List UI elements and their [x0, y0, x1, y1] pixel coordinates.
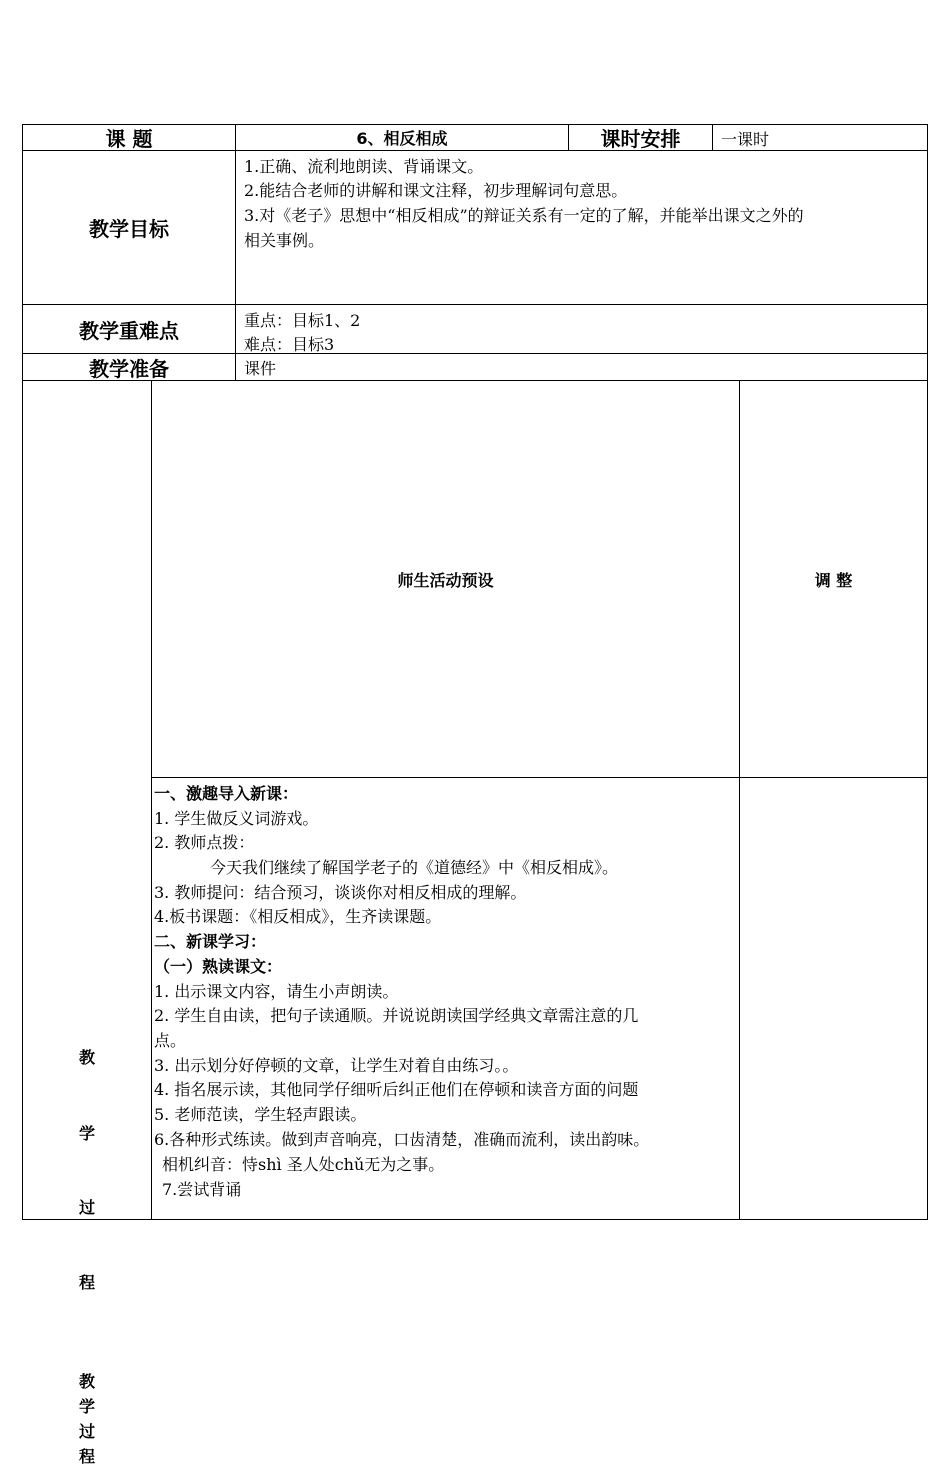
process-label-char-2: 学	[79, 1124, 96, 1143]
objective-item-3: 3.对《老子》思想中“相反相成”的辩证关系有一定的了解，并能举出课文之外的	[244, 206, 804, 225]
key-points-label: 教学重难点	[79, 318, 179, 343]
content-line: 3. 出示划分好停顿的文章，让学生对着自由练习。。	[154, 1056, 519, 1075]
section-intro-heading: 一、激趣导入新课：	[154, 784, 299, 803]
schedule-label: 课时安排	[600, 127, 681, 151]
process-label2-char-4: 程	[79, 1447, 96, 1466]
content-line: 1. 出示课文内容，请生小声朗读。	[154, 982, 399, 1001]
schedule-value: 一课时	[721, 130, 770, 149]
content-line: 5. 老师范读，学生轻声跟读。	[154, 1105, 367, 1124]
content-line: 点。	[154, 1031, 187, 1050]
schedule-label-cell	[568, 124, 713, 151]
lesson-title: 6、相反相成	[356, 129, 448, 148]
objective-item-3-continued: 相关事例。	[244, 231, 325, 250]
objective-item-2: 2.能结合老师的讲解和课文注释，初步理解词句意思。	[244, 181, 628, 200]
topic-value-cell	[235, 124, 569, 151]
subsection-reading-heading: （一）熟读课文：	[154, 957, 283, 976]
content-line: 2. 教师点拨：	[154, 833, 255, 852]
activity-header-cell	[151, 380, 740, 778]
preparation-content-cell	[235, 353, 928, 381]
content-line: 1. 学生做反义词游戏。	[154, 809, 319, 828]
section-new-lesson-heading: 二、新课学习：	[154, 932, 267, 951]
adjust-content-cell	[739, 777, 928, 1220]
key-points-label-cell	[22, 304, 236, 354]
key-points-content-cell	[235, 304, 928, 354]
content-line: 今天我们继续了解国学老子的《道德经》中《相反相成》。	[210, 858, 619, 877]
objectives-content-cell	[235, 150, 928, 305]
process-label2-char-2: 学	[79, 1397, 96, 1416]
content-line: 4. 指名展示读，其他同学仔细听后纠正他们在停顿和读音方面的问题	[154, 1080, 639, 1099]
objectives-label: 教学目标	[89, 217, 169, 241]
activity-header: 师生活动预设	[397, 570, 494, 590]
content-line: 6.各种形式练读。做到声音响亮，口齿清楚，准确而流利，读出韵味。	[154, 1130, 650, 1149]
preparation-value: 课件	[244, 359, 277, 378]
topic-label: 课 题	[105, 127, 153, 151]
content-line: 4.板书课题：《相反相成》，生齐读课题。	[154, 907, 442, 926]
difficulty-text: 难点：目标3	[244, 335, 335, 354]
process-label-char-4: 程	[79, 1273, 96, 1292]
content-line: 相机纠音：恃shì 圣人处chǔ无为之事。	[162, 1155, 445, 1174]
content-line: 3. 教师提问：结合预习，谈谈你对相反相成的理解。	[154, 883, 527, 902]
content-line: 2. 学生自由读，把句子读通顺。并说说朗读国学经典文章需注意的几	[154, 1006, 639, 1025]
objective-item-1: 1.正确、流利地朗读、背诵课文。	[244, 157, 484, 176]
activity-content-cell	[151, 777, 740, 1220]
schedule-value-cell	[712, 124, 928, 151]
objectives-label-cell	[22, 150, 236, 305]
adjust-header: 调 整	[814, 570, 853, 590]
topic-label-cell	[22, 124, 236, 151]
process-label-char-3: 过	[79, 1198, 96, 1217]
adjust-header-cell	[739, 380, 928, 778]
content-line: 7.尝试背诵	[162, 1180, 242, 1199]
process-label-cell	[22, 380, 152, 1466]
process-label-char-1: 教	[79, 1048, 96, 1067]
process-label2-char-3: 过	[79, 1422, 96, 1441]
preparation-label: 教学准备	[89, 356, 169, 381]
preparation-label-cell	[22, 353, 236, 381]
focus-text: 重点：目标1、2	[244, 311, 361, 330]
process-label2-char-1: 教	[79, 1372, 96, 1391]
